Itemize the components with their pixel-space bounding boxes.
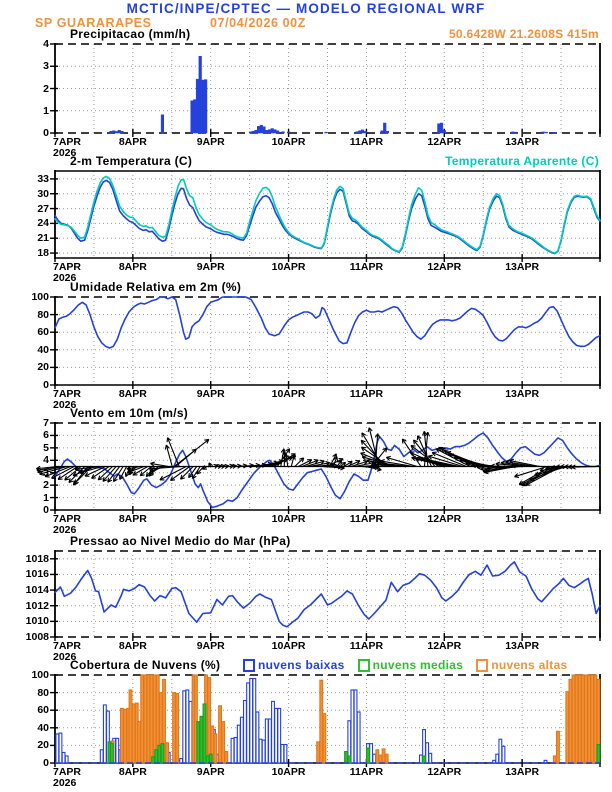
x-tick-label: 2026 xyxy=(53,272,77,284)
y-tick-label: 27 xyxy=(37,202,49,215)
y-tick-label: 2 xyxy=(43,82,49,95)
nuvens-medias-swatch-icon xyxy=(358,659,370,672)
y-tick-label: 1 xyxy=(43,104,49,117)
wind-title-row xyxy=(0,406,612,421)
y-tick-label: 100 xyxy=(31,291,49,303)
pressure-plot xyxy=(0,551,612,645)
panel-title-temperature: 2-m Temperatura (C) xyxy=(70,154,193,168)
x-tick-label: 12APR xyxy=(427,136,462,148)
wind-10m-line-blue xyxy=(55,433,600,508)
x-tick-label: 13APR xyxy=(505,640,540,652)
humidity-plot xyxy=(0,297,612,393)
x-tick-label: 7APR xyxy=(53,640,82,652)
x-tick-label: 12APR xyxy=(427,513,462,525)
x-tick-label: 7APR xyxy=(53,388,82,400)
x-tick-label: 11APR xyxy=(349,388,384,400)
temperature-plot xyxy=(0,171,612,266)
apparent-temperature-label: Temperatura Aparente (C) xyxy=(445,154,599,168)
x-tick-label: 11APR xyxy=(349,136,384,148)
x-tick-label: 11APR xyxy=(349,261,384,273)
clouds-plot xyxy=(0,675,612,771)
x-tick-label: 12APR xyxy=(427,261,462,273)
precipitation-title-row xyxy=(0,27,612,42)
y-tick-label: 100 xyxy=(31,669,49,681)
y-tick-label: 18 xyxy=(37,247,49,260)
x-tick-label: 7APR xyxy=(53,261,82,273)
y-tick-label: 24 xyxy=(37,217,49,230)
x-tick-label: 2026 xyxy=(53,399,77,411)
pressure-title-row xyxy=(0,534,612,549)
y-tick-label: 20 xyxy=(37,361,49,374)
y-tick-label: 80 xyxy=(37,686,49,699)
x-tick-label: 2026 xyxy=(53,651,77,663)
page-title: MCTIC/INPE/CPTEC — MODELO REGIONAL WRF xyxy=(126,1,486,16)
x-tick-label: 9APR xyxy=(196,388,225,400)
x-tick-label: 13APR xyxy=(505,388,540,400)
x-tick-label: 9APR xyxy=(196,261,225,273)
x-tick-label: 12APR xyxy=(427,388,462,400)
x-tick-label: 13APR xyxy=(505,136,540,148)
legend-label: nuvens baixas xyxy=(258,658,345,672)
x-tick-label: 8APR xyxy=(118,513,147,525)
y-tick-label: 1018 xyxy=(25,552,49,565)
x-tick-label: 11APR xyxy=(349,513,384,525)
y-tick-label: 4 xyxy=(43,454,49,467)
x-tick-label: 10APR xyxy=(271,513,306,525)
clouds-title-row xyxy=(0,658,612,673)
x-tick-label: 8APR xyxy=(118,136,147,148)
y-tick-label: 0 xyxy=(43,757,49,769)
x-tick-label: 8APR xyxy=(118,388,147,400)
legend-item-nuvens-altas xyxy=(476,658,567,672)
y-tick-label: 2 xyxy=(43,479,49,492)
panel-title-humidity: Umidade Relativa em 2m (%) xyxy=(70,280,242,294)
y-tick-label: 3 xyxy=(43,60,49,73)
x-tick-label: 9APR xyxy=(196,640,225,652)
y-tick-label: 80 xyxy=(37,308,49,321)
relative-humidity-2m-line-blue xyxy=(55,297,600,348)
panel-title-wind: Vento em 10m (m/s) xyxy=(70,406,189,420)
x-tick-label: 10APR xyxy=(271,261,306,273)
panel-title-pressure: Pressao ao Nivel Medio do Mar (hPa) xyxy=(70,534,291,548)
x-tick-label: 2026 xyxy=(53,524,77,536)
y-tick-label: 40 xyxy=(37,343,49,356)
precipitation-bars xyxy=(110,56,556,133)
x-tick-label: 8APR xyxy=(118,766,147,778)
y-tick-label: 0 xyxy=(43,379,49,391)
y-tick-label: 1014 xyxy=(25,584,49,597)
humidity-title-row xyxy=(0,280,612,295)
x-tick-label: 10APR xyxy=(271,136,306,148)
y-tick-label: 1008 xyxy=(25,631,49,643)
x-tick-label: 13APR xyxy=(505,513,540,525)
y-tick-label: 1 xyxy=(43,491,49,504)
y-tick-label: 5 xyxy=(43,441,49,454)
legend-label: nuvens medias xyxy=(372,658,464,672)
y-tick-label: 6 xyxy=(43,429,49,442)
x-tick-label: 8APR xyxy=(118,640,147,652)
y-tick-label: 7 xyxy=(43,417,49,429)
y-tick-label: 21 xyxy=(37,232,49,245)
x-tick-label: 7APR xyxy=(53,766,82,778)
y-tick-label: 60 xyxy=(37,326,49,339)
y-tick-label: 30 xyxy=(37,187,49,200)
x-tick-label: 10APR xyxy=(271,388,306,400)
x-tick-label: 12APR xyxy=(427,766,462,778)
run-datetime: 07/04/2026 00Z xyxy=(210,16,306,30)
x-tick-label: 9APR xyxy=(196,766,225,778)
x-tick-label: 13APR xyxy=(505,766,540,778)
location-label: 50.6428W 21.2608S 415m xyxy=(448,27,599,41)
y-tick-label: 20 xyxy=(37,739,49,752)
legend-item-nuvens-baixas xyxy=(243,658,345,672)
y-tick-label: 1016 xyxy=(25,568,49,581)
clouds-legend xyxy=(243,658,568,672)
x-tick-label: 8APR xyxy=(118,261,147,273)
x-tick-label: 10APR xyxy=(271,766,306,778)
x-tick-label: 7APR xyxy=(53,513,82,525)
station-name: SP GUARARAPES xyxy=(35,16,152,30)
x-tick-label: 11APR xyxy=(349,766,384,778)
y-tick-label: 0 xyxy=(43,127,49,139)
y-tick-label: 3 xyxy=(43,466,49,479)
precipitation-plot xyxy=(0,44,612,141)
x-tick-label: 2026 xyxy=(53,147,77,159)
legend-item-nuvens-medias xyxy=(358,658,464,672)
panel-title-clouds: Cobertura de Nuvens (%) xyxy=(70,658,221,672)
legend-label: nuvens altas xyxy=(491,658,568,672)
y-tick-label: 4 xyxy=(43,38,49,50)
temperature-title-row xyxy=(0,154,612,169)
nuvens-altas-swatch-icon xyxy=(476,659,488,672)
y-tick-label: 1012 xyxy=(25,599,49,612)
y-tick-label: 33 xyxy=(37,172,49,185)
nuvens-baixas-swatch-icon xyxy=(243,659,255,672)
y-tick-label: 1010 xyxy=(25,615,49,628)
y-tick-label: 60 xyxy=(37,704,49,717)
x-tick-label: 12APR xyxy=(427,640,462,652)
x-tick-label: 11APR xyxy=(349,640,384,652)
panel-title-precipitation: Precipitacao (mm/h) xyxy=(70,27,191,41)
wind-plot xyxy=(0,423,612,518)
x-tick-label: 2026 xyxy=(53,777,77,789)
x-tick-label: 9APR xyxy=(196,136,225,148)
y-tick-label: 40 xyxy=(37,721,49,734)
x-tick-label: 13APR xyxy=(505,261,540,273)
y-tick-label: 0 xyxy=(43,504,49,516)
x-tick-label: 7APR xyxy=(53,136,82,148)
x-tick-label: 10APR xyxy=(271,640,306,652)
x-tick-label: 9APR xyxy=(196,513,225,525)
